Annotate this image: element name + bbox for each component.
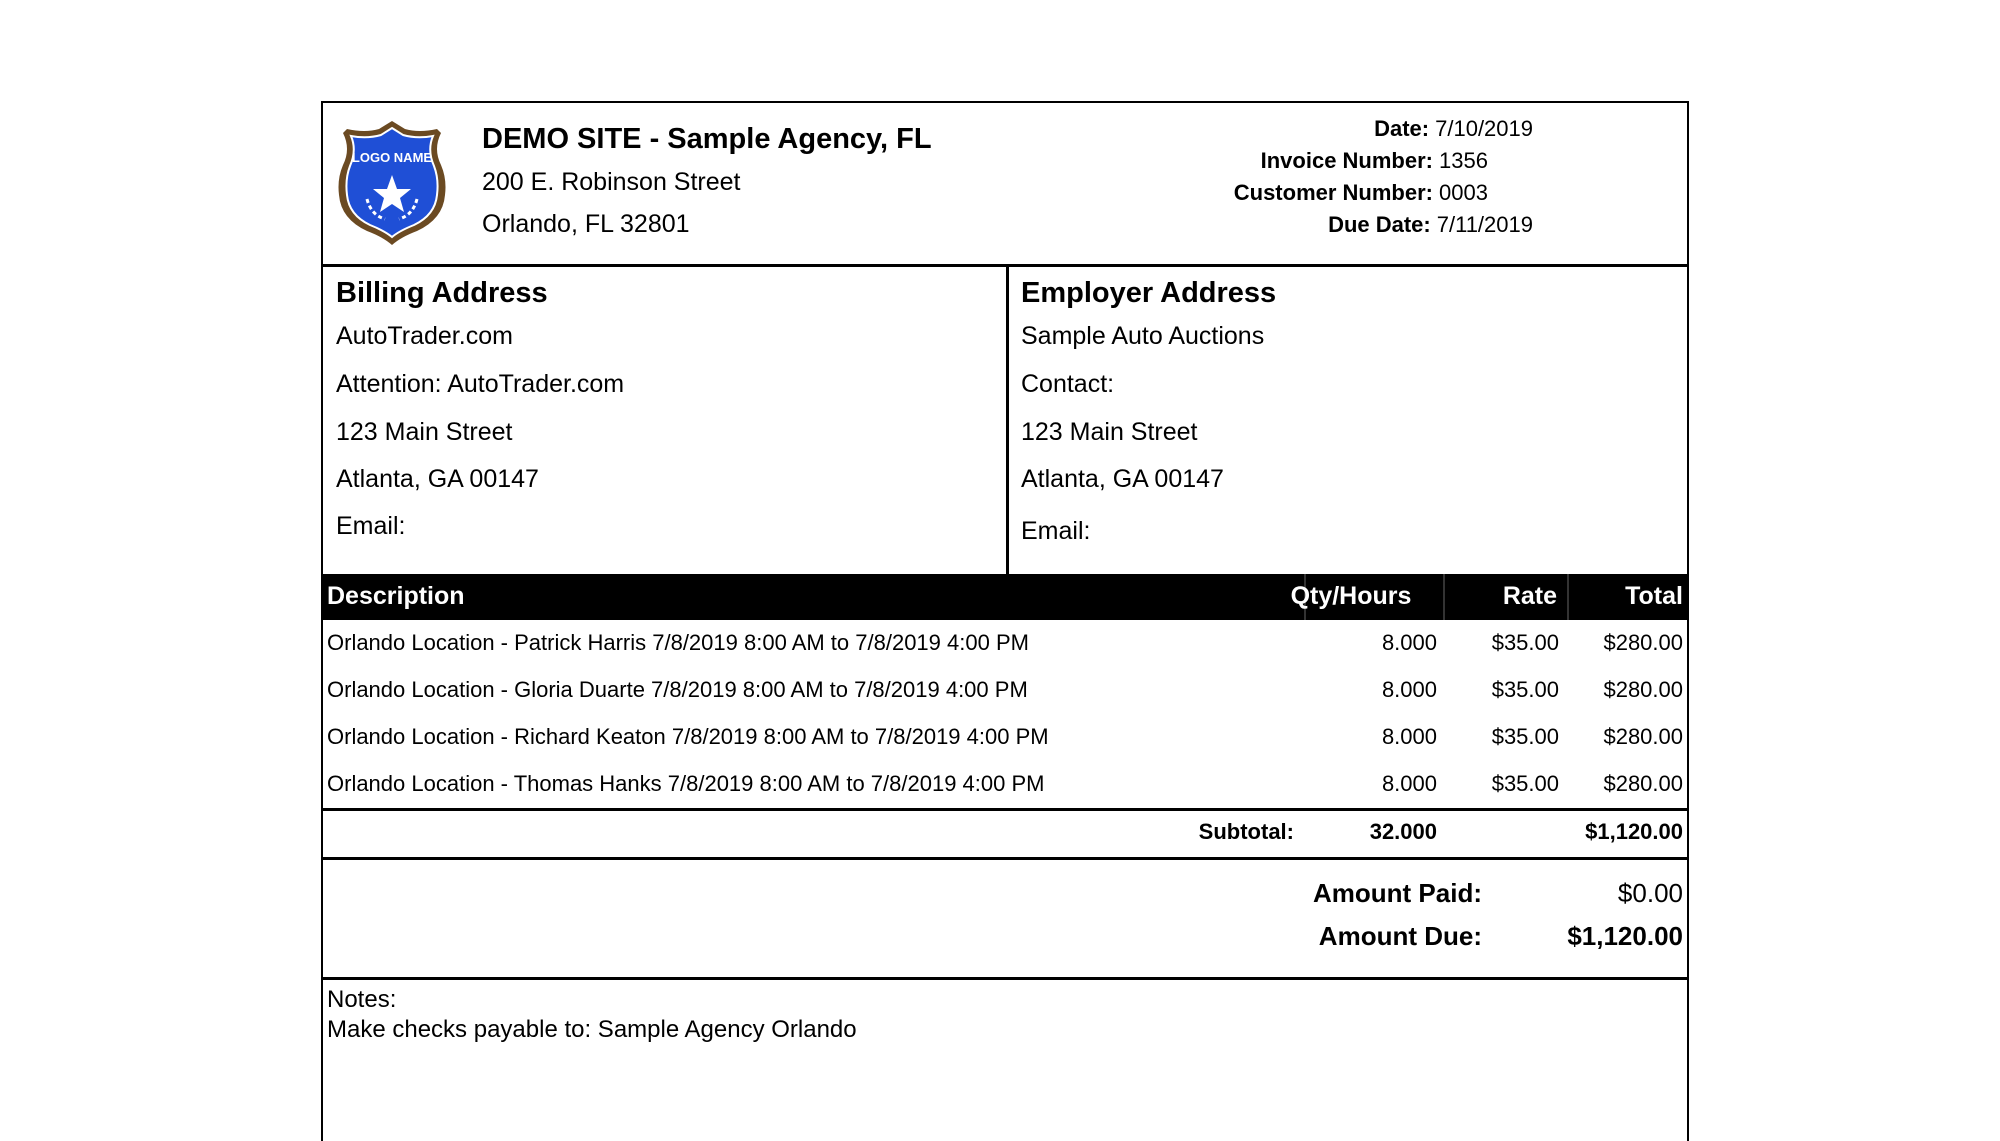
- item-qty: 8.000: [1381, 771, 1437, 796]
- invoice-page: [321, 101, 1689, 1141]
- meta-value: 7/10/2019: [1435, 116, 1533, 141]
- agency-name: DEMO SITE - Sample Agency, FL: [482, 123, 932, 155]
- item-qty: 8.000: [1381, 630, 1437, 655]
- column-divider: [1443, 574, 1445, 620]
- item-total: $280.00: [1603, 771, 1683, 796]
- meta-customer-number: [1203, 177, 1533, 209]
- item-description: Orlando Location - Richard Keaton 7/8/2019 8:00 AM to 7/8/2019 4:00 PM: [327, 724, 1049, 749]
- column-divider: [1567, 574, 1569, 620]
- agency-street: 200 E. Robinson Street: [482, 168, 741, 196]
- employer-title: Employer Address: [1021, 277, 1277, 309]
- shield-star-logo-icon: [337, 119, 447, 247]
- header-total: Total: [1625, 582, 1683, 610]
- subtotal-qty: 32.000: [1369, 819, 1437, 844]
- agency-city: Orlando, FL 32801: [482, 210, 690, 238]
- subtotal-total: $1,120.00: [1585, 819, 1683, 844]
- invoice-meta: [1203, 113, 1533, 241]
- item-description: Orlando Location - Thomas Hanks 7/8/2019 8:00 AM to 7/8/2019 4:00 PM: [327, 771, 1045, 796]
- item-total: $280.00: [1603, 724, 1683, 749]
- item-total: $280.00: [1603, 677, 1683, 702]
- meta-label: Date:: [1374, 116, 1430, 141]
- billing-line: 123 Main Street: [336, 418, 513, 446]
- table-row: [323, 761, 1687, 807]
- employer-email: Email:: [1021, 517, 1091, 545]
- subtotal-row: [323, 808, 1687, 860]
- employer-line: Atlanta, GA 00147: [1021, 465, 1224, 493]
- meta-value: 0003: [1439, 180, 1488, 205]
- amount-due-label: Amount Due:: [1318, 921, 1482, 951]
- employer-address: [1008, 267, 1689, 577]
- notes-section: [323, 977, 1687, 1043]
- amount-paid-value: $0.00: [1617, 878, 1683, 908]
- item-description: Orlando Location - Patrick Harris 7/8/2019 8:00 AM to 7/8/2019 4:00 PM: [327, 630, 1029, 655]
- meta-date: [1203, 113, 1533, 145]
- item-rate: $35.00: [1491, 677, 1559, 702]
- items-table-header: [323, 574, 1687, 620]
- header-qty: Qty/Hours: [1290, 582, 1412, 610]
- meta-invoice-number: [1203, 145, 1533, 177]
- billing-address: [323, 267, 1009, 577]
- employer-line: Sample Auto Auctions: [1021, 322, 1265, 350]
- agency-info: [482, 117, 932, 245]
- billing-title: Billing Address: [336, 277, 548, 309]
- meta-due-date: [1203, 209, 1533, 241]
- header-description: Description: [327, 582, 465, 610]
- notes-label: Notes:: [327, 986, 397, 1013]
- notes-text: Make checks payable to: Sample Agency Orlando: [327, 1016, 857, 1043]
- header-rate: Rate: [1502, 582, 1557, 610]
- item-qty: 8.000: [1381, 677, 1437, 702]
- meta-label: Customer Number:: [1233, 180, 1433, 205]
- table-row: [323, 620, 1687, 666]
- billing-line: Atlanta, GA 00147: [336, 465, 539, 493]
- billing-email: Email:: [336, 512, 406, 540]
- item-total: $280.00: [1603, 630, 1683, 655]
- logo-text: LOGO NAME: [351, 150, 433, 165]
- address-section: [323, 264, 1687, 577]
- meta-label: Due Date:: [1328, 212, 1431, 237]
- meta-value: 7/11/2019: [1436, 212, 1533, 237]
- employer-line: 123 Main Street: [1021, 418, 1198, 446]
- billing-line: AutoTrader.com: [336, 322, 513, 350]
- billing-line: Attention: AutoTrader.com: [336, 370, 625, 398]
- amount-due-value: $1,120.00: [1567, 921, 1683, 951]
- meta-value: 1356: [1439, 148, 1488, 173]
- table-row: [323, 667, 1687, 713]
- meta-label: Invoice Number:: [1260, 148, 1433, 173]
- subtotal-label: Subtotal:: [1198, 819, 1294, 844]
- amount-paid-label: Amount Paid:: [1313, 878, 1482, 908]
- item-rate: $35.00: [1491, 724, 1559, 749]
- item-qty: 8.000: [1381, 724, 1437, 749]
- item-rate: $35.00: [1491, 630, 1559, 655]
- item-description: Orlando Location - Gloria Duarte 7/8/2019 8:00 AM to 7/8/2019 4:00 PM: [327, 677, 1028, 702]
- employer-line: Contact:: [1021, 370, 1115, 398]
- item-rate: $35.00: [1491, 771, 1559, 796]
- table-row: [323, 714, 1687, 760]
